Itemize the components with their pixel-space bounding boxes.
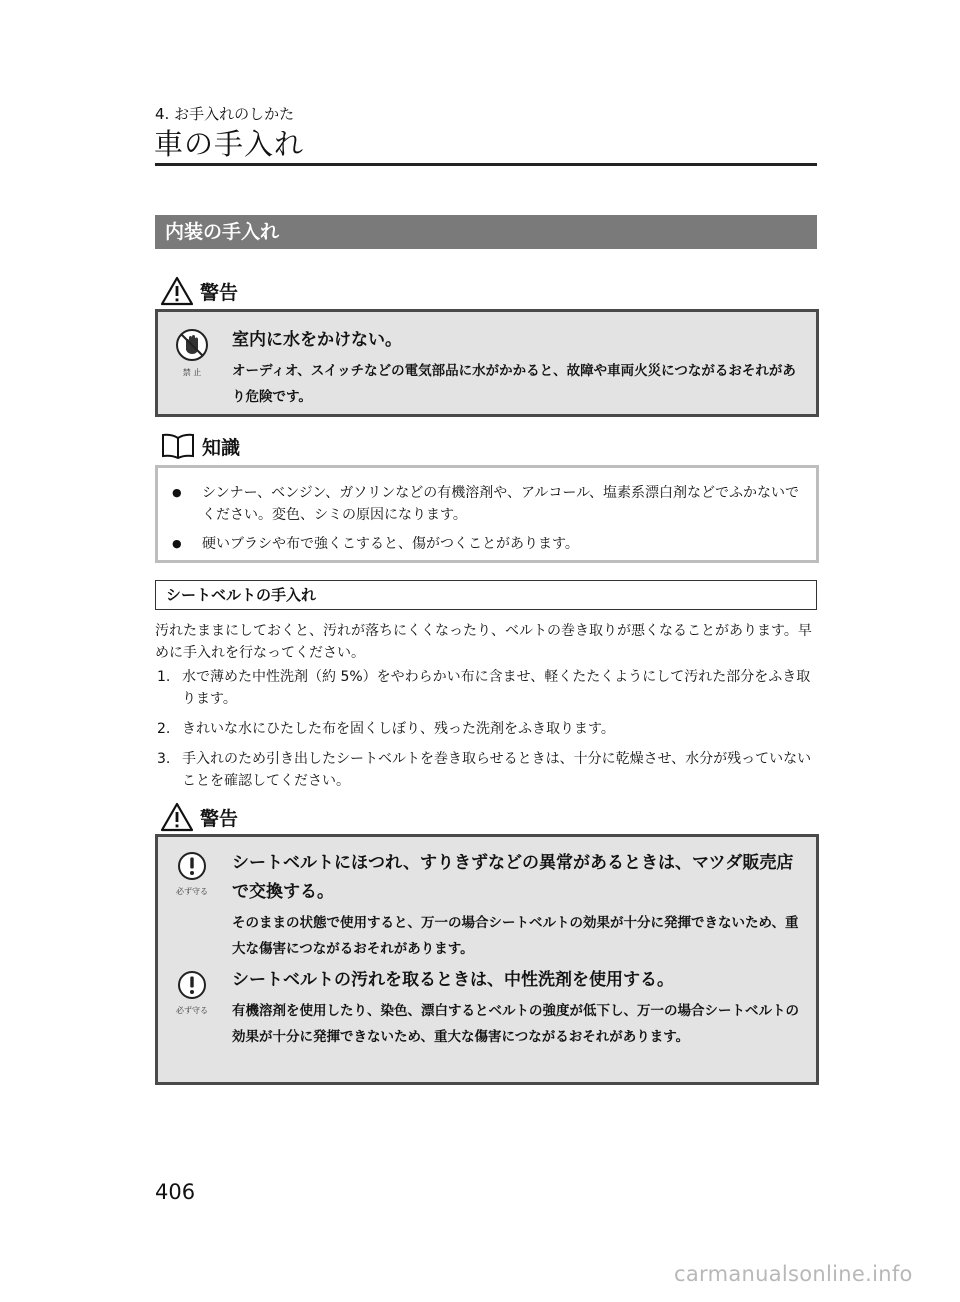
prohibited-hand-icon bbox=[175, 347, 209, 366]
subsection-title: シートベルトの手入れ bbox=[155, 580, 817, 610]
knowledge-item: ● 硬いブラシや布で強くこすると、傷がつくことがあります。 bbox=[170, 533, 800, 555]
warning-title: シートベルトの汚れを取るときは、中性洗剤を使用する。 bbox=[232, 970, 674, 990]
warning-triangle-icon bbox=[160, 802, 194, 832]
intro-paragraph: 汚れたままにしておくと、汚れが落ちにくくなったり、ベルトの巻き取りが悪くなることがあります。早めに手入れを行なってください。 bbox=[155, 623, 812, 661]
mandatory-icon-block bbox=[172, 851, 212, 897]
step-number: 1. bbox=[157, 669, 171, 685]
header-rule bbox=[155, 163, 817, 166]
step-text: 水で薄めた中性洗剤（約 5%）をやわらかい布に含ませ、軽くたたくようにして汚れた部分をふき取ります。 bbox=[182, 669, 811, 707]
knowledge-box bbox=[155, 465, 819, 563]
warning-body: 有機溶剤を使用したり、染色、漂白するとベルトの強度が低下し、万一の場合シートベルトの効果が十分に発揮できないため、重大な傷害につながるおそれがあります。 bbox=[232, 1003, 799, 1045]
prohibited-icon-caption: 禁 止 bbox=[182, 368, 202, 377]
warning-title: 室内に水をかけない。 bbox=[232, 330, 402, 350]
mandatory-icon-caption: 必ず守る bbox=[176, 1006, 208, 1015]
warning-box-2 bbox=[155, 834, 819, 1085]
page-number: 406 bbox=[155, 1180, 196, 1204]
section-title: 内装の手入れ bbox=[155, 215, 817, 249]
watermark: carmanualsonline.info bbox=[674, 1262, 913, 1286]
mandatory-exclamation-icon bbox=[177, 985, 207, 1004]
warning-box-1 bbox=[155, 309, 819, 417]
step-text: きれいな水にひたした布を固くしぼり、残った洗剤をふき取ります。 bbox=[182, 721, 615, 737]
warning-label-text: 警告 bbox=[200, 807, 239, 830]
page-title: 車の手入れ bbox=[154, 127, 305, 161]
mandatory-exclamation-icon bbox=[177, 866, 207, 885]
knowledge-label-text: 知識 bbox=[202, 436, 241, 459]
warning-label-2 bbox=[160, 802, 238, 832]
warning-body: そのままの状態で使用すると、万一の場合シートベルトの効果が十分に発揮できないため、重大な傷害につながるおそれがあります。 bbox=[232, 915, 799, 957]
knowledge-label bbox=[160, 432, 240, 460]
warning-label-1 bbox=[160, 276, 238, 306]
step-item bbox=[155, 666, 819, 710]
mandatory-icon-block bbox=[172, 970, 212, 1016]
step-number: 3. bbox=[157, 751, 171, 767]
knowledge-item: ● シンナー、ベンジン、ガソリンなどの有機溶剤や、アルコール、塩素系漂白剤などでふかないでください。変色、シミの原因になります。 bbox=[170, 482, 800, 526]
warning-triangle-icon bbox=[160, 276, 194, 306]
step-text: 手入れのため引き出したシートベルトを巻き取らせるときは、十分に乾燥させ、水分が残っていないことを確認してください。 bbox=[182, 751, 812, 789]
step-item bbox=[155, 748, 819, 792]
steps-list bbox=[155, 666, 819, 800]
open-book-icon bbox=[160, 432, 196, 460]
step-number: 2. bbox=[157, 721, 171, 737]
prohibited-icon-block bbox=[172, 328, 212, 378]
warning-title: シートベルトにほつれ、すりきずなどの異常があるときは、マツダ販売店で交換する。 bbox=[232, 853, 794, 902]
mandatory-icon-caption: 必ず守る bbox=[176, 887, 208, 896]
warning-label-text: 警告 bbox=[200, 281, 239, 304]
step-item bbox=[155, 718, 819, 740]
chapter-subtitle: 4. お手入れのしかた bbox=[155, 105, 295, 123]
warning-body: オーディオ、スイッチなどの電気部品に水がかかると、故障や車両火災につながるおそれがあり危険です。 bbox=[232, 363, 796, 405]
